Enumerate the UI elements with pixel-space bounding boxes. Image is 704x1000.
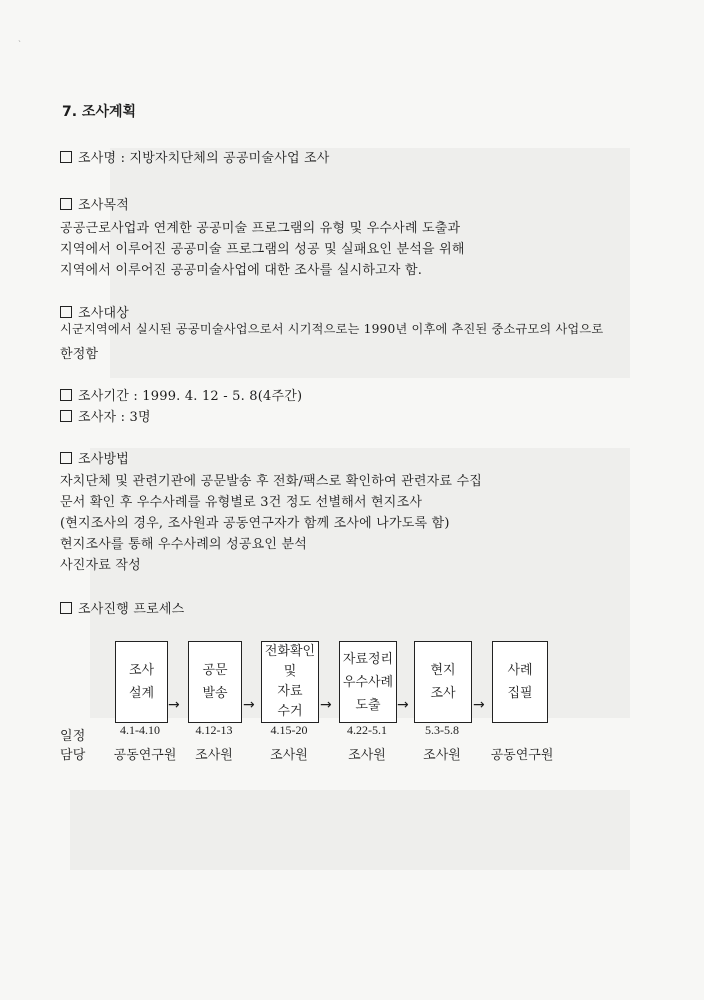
method-line: 문서 확인 후 우수사례를 유형별로 3건 정도 선별해서 현지조사 (60, 495, 423, 510)
checkbox-icon (60, 306, 72, 318)
checkbox-icon (60, 151, 72, 163)
survey-name: 조사명 : 지방자치단체의 공공미술사업 조사 (60, 147, 330, 166)
flow-arrow-icon: → (243, 697, 255, 713)
step-date: 4.12-13 (195, 723, 233, 737)
survey-period: 조사기간 : 1999. 4. 12 - 5. 8(4주간) (60, 385, 302, 404)
step-date: 4.22-5.1 (347, 723, 387, 737)
flow-arrow-icon: → (473, 697, 485, 713)
method-title: 조사방법 (60, 448, 129, 467)
step-date: 4.15-20 (270, 723, 308, 737)
flow-arrow-icon: → (168, 697, 180, 713)
process-step-organize-cases: 자료정리 우수사례 도출 (339, 641, 397, 723)
checkbox-icon (60, 198, 72, 210)
purpose-line: 공공근로사업과 연계한 공공미술 프로그램의 유형 및 우수사례 도출과 (60, 221, 461, 236)
survey-staff: 조사자 : 3명 (60, 406, 151, 425)
target-line: 한정함 (60, 347, 99, 362)
purpose-line: 지역에서 이루어진 공공미술사업에 대한 조사를 실시하고자 함. (60, 263, 423, 278)
checkbox-icon (60, 389, 72, 401)
checkbox-icon (60, 410, 72, 422)
owner-label: 담당 (60, 748, 86, 763)
process-step-collect-materials: 전화확인 및 자료 수거 (261, 641, 319, 723)
step-owner: 공동연구원 (490, 748, 554, 763)
step-owner: 공동연구원 (113, 748, 177, 763)
method-line: 자치단체 및 관련기관에 공문발송 후 전화/팩스로 확인하여 관련자료 수집 (60, 474, 482, 489)
step-date: 4.1-4.10 (120, 723, 160, 737)
target-title: 조사대상 (60, 302, 129, 321)
flow-arrow-icon: → (397, 697, 409, 713)
method-line: 사진자료 작성 (60, 558, 141, 573)
section-heading: 7. 조사계획 (62, 104, 137, 120)
purpose-line: 지역에서 이루어진 공공미술 프로그램의 성공 및 실패요인 분석을 위해 (60, 242, 465, 257)
step-owner: 조사원 (270, 748, 308, 763)
process-step-write-cases: 사례 집필 (492, 641, 548, 723)
checkbox-icon (60, 452, 72, 464)
process-step-send-letter: 공문 발송 (188, 641, 242, 723)
method-line: (현지조사의 경우, 조사원과 공동연구자가 함께 조사에 나가도록 함) (60, 516, 450, 531)
bleed-through-box-bottom (70, 790, 630, 870)
target-line: 시군지역에서 실시된 공공미술사업으로서 시기적으로는 1990년 이후에 추진된 중소규모의 사업으로 (60, 322, 604, 336)
step-owner: 조사원 (348, 748, 386, 763)
process-step-field-survey: 현지 조사 (414, 641, 472, 723)
process-title: 조사진행 프로세스 (60, 598, 184, 617)
corner-mark: ˎ (18, 33, 21, 43)
step-date: 5.3-5.8 (425, 723, 459, 737)
step-owner: 조사원 (195, 748, 233, 763)
flow-arrow-icon: → (320, 697, 332, 713)
process-step-design: 조사 설계 (115, 641, 168, 723)
purpose-title: 조사목적 (60, 194, 129, 213)
step-owner: 조사원 (423, 748, 461, 763)
checkbox-icon (60, 602, 72, 614)
schedule-label: 일정 (60, 729, 86, 744)
method-line: 현지조사를 통해 우수사례의 성공요인 분석 (60, 537, 307, 552)
